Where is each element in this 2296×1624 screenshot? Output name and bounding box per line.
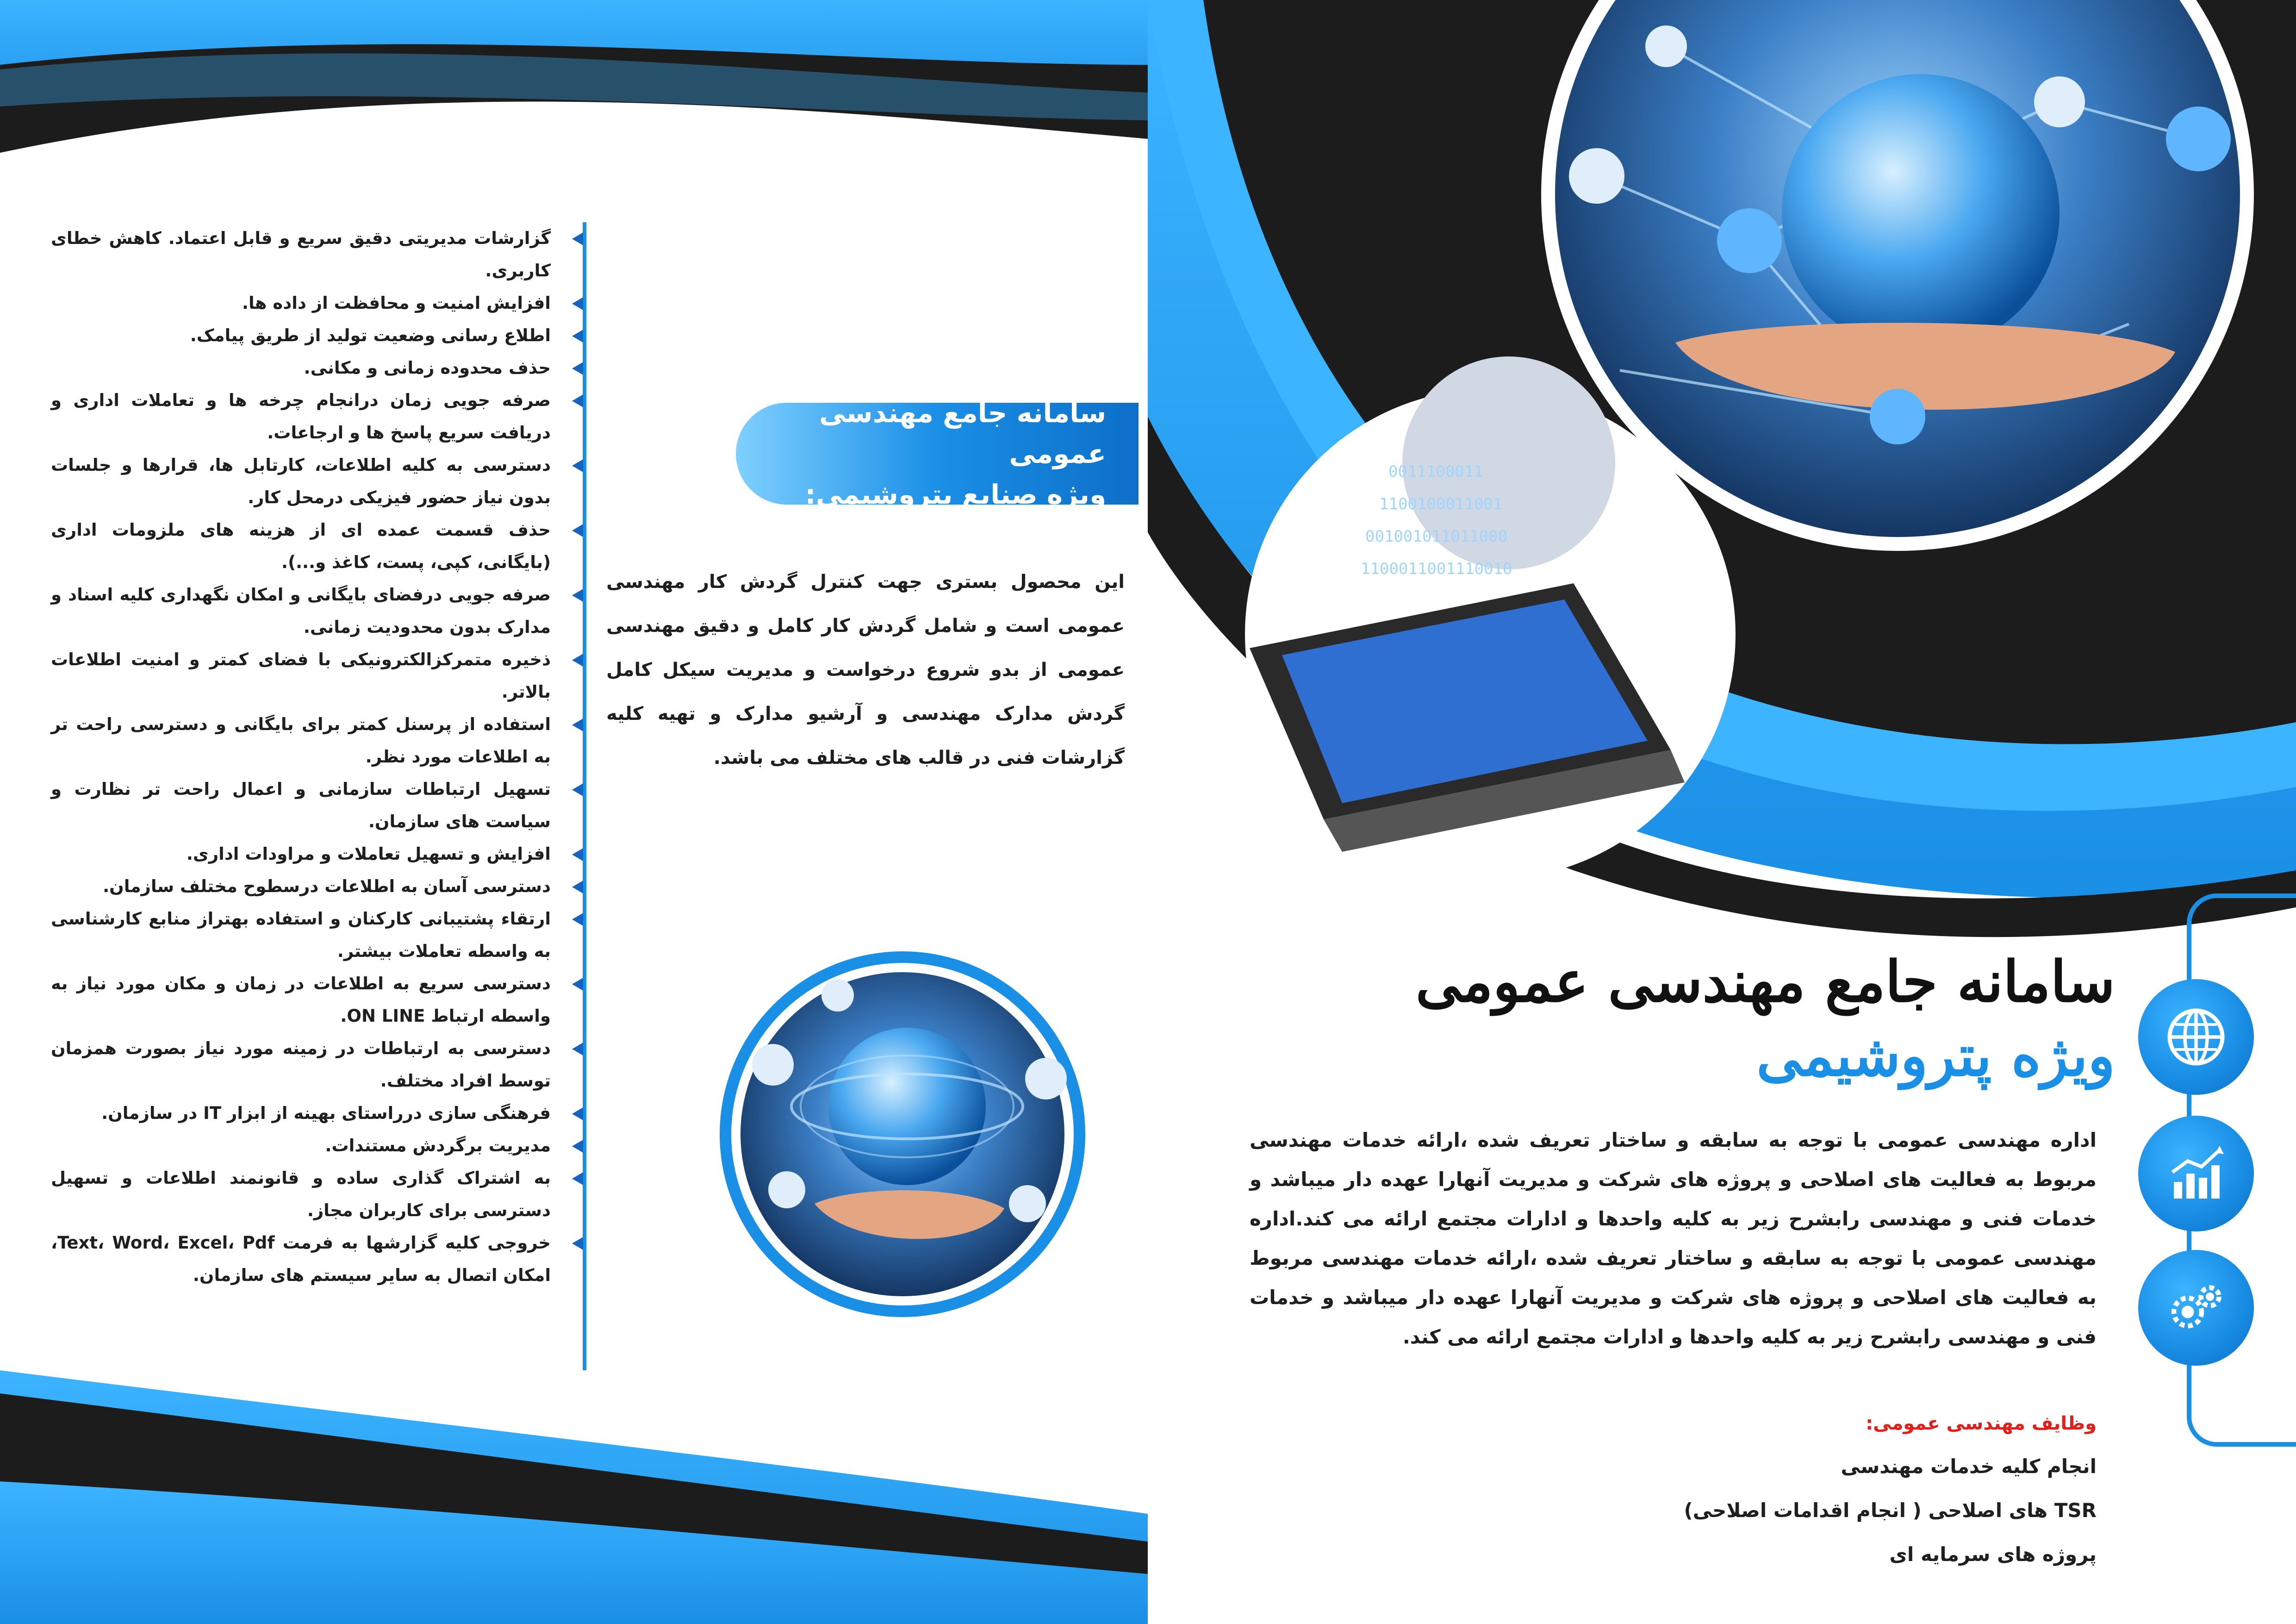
triangle-bullet-icon [572,589,583,602]
triangle-bullet-icon [572,524,583,537]
main-title-line-1: سامانه جامع مهندسی عمومی [1415,948,2115,1015]
duty-item: پروژه های سرمایه ای [1889,1543,2097,1566]
benefit-item [51,1162,583,1227]
department-description: اداره مهندسی عمومی با توجه به سابقه و ساختار تعریف شده ،ارائه خدمات مهندسی مربوط به فعالیت های اصلاحی و پروژه های شرکت و مدیریت آنهارا عهده دار میباشد و خدمات فنی و مهندسی رابشرح زیر به کلیه واحدها و ادارات مجتمع ارائه می کند.اداره مهندسی عمومی با توجه به سابقه و ساختار تعریف شده ،ارائه خدمات مهندسی مربوط به فعالیت های اصلاحی و پروژه های شرکت و مدیریت آنهارا عهده دار میباشد و خدمات فنی و مهندسی رابشرح زیر به کلیه واحدها و ادارات مجتمع ارائه می کند. [1250,1129,2097,1348]
benefit-item [51,352,583,384]
benefit-item [51,579,583,643]
benefit-item [51,870,583,903]
benefits-list [51,222,583,1292]
benefit-text: به اشتراک گذاری ساده و قانونمند اطلاعات و تسهیل دسترسی برای کاربران مجاز. [51,1168,551,1220]
benefit-text: صرفه جویی درفضای بایگانی و امکان نگهداری کلیه اسناد و مدارک بدون محدودیت زمانی. [51,585,551,637]
main-title [1365,944,2115,1093]
triangle-bullet-icon [572,881,583,893]
benefit-text: دسترسی به ارتباطات در زمینه مورد نیاز بصورت همزمان توسط افراد مختلف. [51,1038,551,1091]
triangle-bullet-icon [572,654,583,667]
triangle-bullet-icon [572,362,583,375]
duty-item: TSR های اصلاحی ( انجام اقدامات اصلاحی) [1684,1499,2097,1522]
benefit-item [51,643,583,708]
benefit-item [51,222,583,287]
benefit-text: خروجی کلیه گزارشها به فرمت Text، Word، Excel، Pdf، امکان اتصال به سایر سیستم های سازمان. [51,1233,551,1285]
triangle-bullet-icon [572,978,583,991]
banner-line-2: ویژه صنایع پتروشیمی: [805,479,1106,510]
main-title-line-2: ویژه پتروشیمی [1756,1022,2115,1089]
globe-icon [2138,979,2254,1095]
benefit-text: استفاده از پرسنل کمتر برای بایگانی و دسترسی راحت تر به اطلاعات مورد نظر. [51,714,551,767]
benefit-item [51,319,583,352]
benefit-text: دسترسی آسان به اطلاعات درسطوح مختلف سازمان. [103,876,551,896]
benefit-text: گزارشات مدیریتی دقیق سریع و قابل اعتماد. کاهش خطای کاربری. [51,228,551,281]
hands-globe-photo [713,944,1092,1324]
triangle-bullet-icon [572,459,583,472]
benefit-text: اطلاع رسانی وضعیت تولید از طریق پیامک. [190,325,551,345]
duty-item: انجام کلیه خدمات مهندسی [1841,1455,2097,1478]
benefit-text: ذخیره متمرکزالکترونیکی با فضای کمتر و امنیت اطلاعات بالاتر. [51,650,551,702]
triangle-bullet-icon [572,394,583,407]
triangle-bullet-icon [572,913,583,926]
benefit-item [51,1130,583,1162]
triangle-bullet-icon [572,1140,583,1153]
svg-text:001001011011000: 001001011011000 [1365,527,1508,546]
benefit-item [51,287,583,319]
duties-list [1574,1444,2097,1576]
svg-text:0011100011: 0011100011 [1388,462,1483,481]
benefit-text: حذف محدوده زمانی و مکانی. [304,358,551,378]
triangle-bullet-icon [572,848,583,861]
benefit-item [51,514,583,579]
banner-line-1: سامانه جامع مهندسی عمومی [819,397,1106,469]
benefit-item [51,1097,583,1130]
benefit-item [51,449,583,514]
triangle-bullet-icon [572,232,583,245]
benefit-text: دسترسی سریع به اطلاعات در زمان و مکان مورد نیاز به واسطه ارتباط ON LINE. [51,974,551,1026]
benefit-text: تسهیل ارتباطات سازمانی و اعمال راحت تر نظارت و سیاست های سازمان. [51,779,551,831]
benefit-text: حذف قسمت عمده ای از هزینه های ملزومات اداری (بایگانی، کپی، پست، کاغذ و...). [51,520,551,572]
bar-chart-icon [2138,1116,2254,1231]
triangle-bullet-icon [572,330,583,343]
product-intro-text: این محصول بستری جهت کنترل گردش کار مهندسی عمومی است و شامل گردش کار کامل و دقیق مهندسی عمومی از بدو شروع درخواست و مدیریت سیکل کامل گردش مدارک مهندسی و آرشیو مدارک و تهیه کلیه گزارشات فنی در قالب های مختلف می باشد. [606,571,1125,768]
svg-text:1100100011001: 1100100011001 [1379,495,1503,513]
benefit-item [51,708,583,773]
benefit-text: صرفه جویی زمان درانجام چرخه ها و تعاملات اداری و دریافت سریع پاسخ ها و ارجاعات. [51,390,551,443]
triangle-bullet-icon [572,1237,583,1250]
triangle-bullet-icon [572,718,583,731]
svg-text:1100011001110010: 1100011001110010 [1361,560,1512,578]
benefit-item [51,838,583,870]
benefit-text: افزایش امنیت و محافظت از داده ها. [242,293,551,313]
triangle-bullet-icon [572,783,583,796]
benefit-item [51,1227,583,1292]
benefit-text: دسترسی به کلیه اطلاعات، کارتابل ها، قرارها و جلسات بدون نیاز حضور فیزیکی درمحل کار. [51,455,551,507]
left-top-swoosh [0,0,1148,153]
benefit-text: فرهنگی سازی درراستای بهینه از ابزار IT در سازمان. [101,1103,551,1123]
benefit-item [51,384,583,449]
benefit-text: افزایش و تسهیل تعاملات و مراودات اداری. [186,844,551,864]
duties-heading: وظایف مهندسی عمومی: [1866,1413,2097,1434]
triangle-bullet-icon [572,1107,583,1120]
triangle-bullet-icon [572,1172,583,1185]
benefit-text: مدیریت برگردش مستندات. [325,1136,551,1156]
triangle-bullet-icon [572,297,583,310]
benefit-item [51,773,583,838]
benefit-item [51,903,583,968]
triangle-bullet-icon [572,1043,583,1056]
left-bottom-swoosh [0,1370,1148,1624]
benefit-item [51,1032,583,1097]
benefit-item [51,968,583,1032]
product-banner-title [740,397,1139,510]
benefit-text: ارتقاء پشتیبانی کارکنان و استفاده بهتراز منابع کارشناسی به واسطه تعاملات بیشتر. [51,909,551,961]
gears-icon [2138,1250,2254,1366]
